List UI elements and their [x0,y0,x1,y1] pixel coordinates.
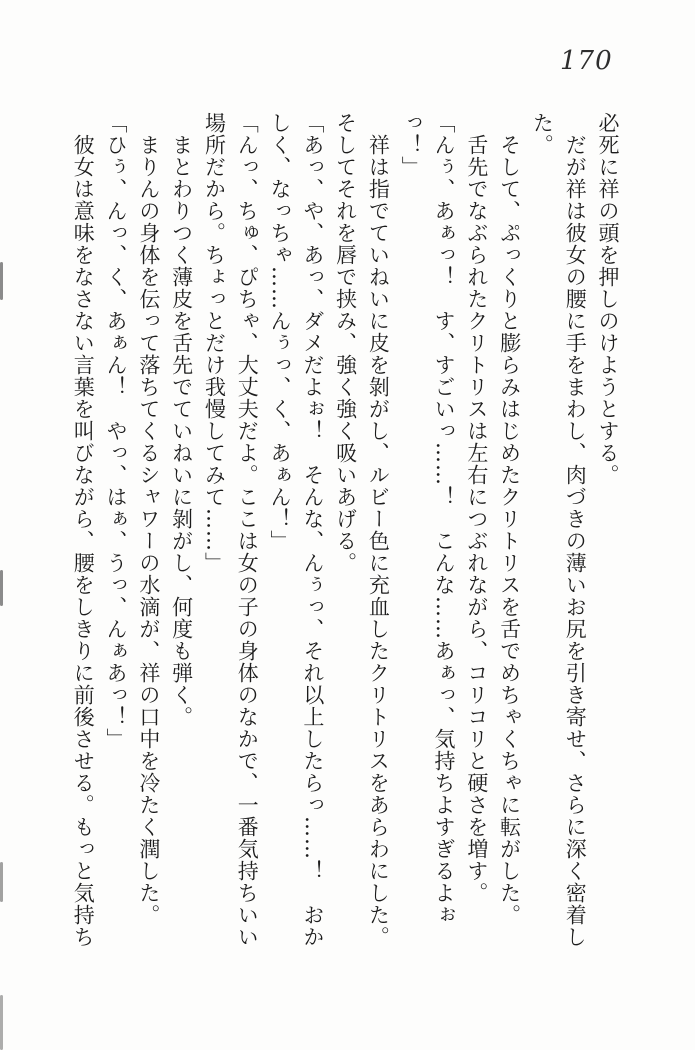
vertical-text-block [66,112,624,952]
text-column: 「あっ、や、あっ、ダメだよぉ！ そんな、んぅっ、それ以上したらっ……！ おか [300,112,325,948]
text-column: 「んぅ、あぁっ！ す、すごいっ……！ こんな……あぁっ、気持ちよすぎるよぉ [432,112,457,926]
text-column: そしてそれを唇で挟み、強く強く吸いあげる。 [333,112,358,574]
text-column: まとわりつく薄皮を舌先でていねいに剝がし、何度も弾く。 [169,112,194,728]
scan-edge-artifact [0,995,3,1050]
text-column: しく、なっちゃ……んぅっ、く、あぁん！」 [268,112,293,552]
text-column: 舌先でなぶられたクリトリスは左右につぶれながら、コリコリと硬さを増す。 [464,112,489,904]
scan-edge-artifact [0,862,3,902]
text-column: 「ひぅ、んっ、く、あぁん！ やっ、はぁ、うっ、んぁあっ！」 [104,112,129,750]
text-column: だが祥は彼女の腰に手をまわし、肉づきの薄いお尻を引き寄せ、さらに深く密着し [563,112,588,948]
text-column: た。 [530,112,555,156]
scan-edge-artifact [0,570,3,606]
text-column: 場所だから。ちょっとだけ我慢してみて……」 [202,112,227,574]
text-column: 祥は指でていねいに皮を剝がし、ルビー色に充血したクリトリスをあらわにした。 [366,112,391,948]
scan-edge-artifact [0,262,3,300]
text-column: 必死に祥の頭を押しのけようとする。 [596,112,620,486]
text-column: そして、ぷっくりと膨らみはじめたクリトリスを舌でめちゃくちゃに転がした。 [497,112,522,926]
text-column: 彼女は意味をなさない言葉を叫びながら、腰をしきりに前後させる。もっと気持ち [71,112,96,948]
text-column: 「んっ、ちゅ、ぴちゃ、大丈夫だよ。ここは女の子の身体のなかで、一番気持ちいい [235,112,260,948]
page-number: 170 [560,46,613,76]
text-column: まりんの身体を伝って落ちてくるシャワーの水滴が、祥の口中を冷たく潤した。 [136,112,161,926]
text-column: っ！」 [399,112,424,178]
